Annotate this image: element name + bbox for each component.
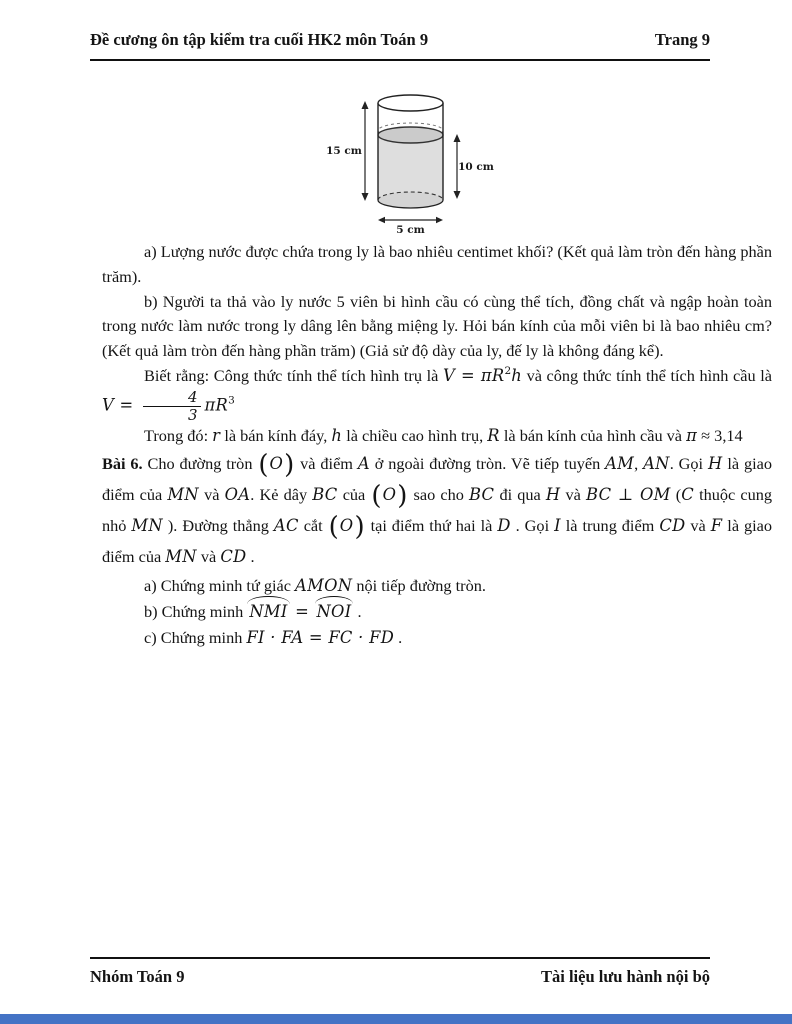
document-body: [102, 240, 772, 652]
paragraph-formulas: Biết rằng: Công thức tính thể tích hình trụ là $V = \pi R^2h$ và công thức tính thể tích hình cầu là V = $\frac{4}{3}$ $\pi R^3$: [102, 364, 772, 424]
header-page-number: Trang 9: [654, 30, 710, 49]
footer-group-name: Nhóm Toán 9: [90, 967, 185, 986]
paragraph-notation: Trong đó: r là bán kính đáy, h là chiều cao hình trụ, R là bán kính của hình cầu và π ≈ 3,14: [144, 426, 743, 446]
water-arrow-tip-bottom: [454, 191, 461, 199]
paragraph-problem-6: Bài 6. Cho đường tròn (O) và điểm A ở ngoài đường tròn. Vẽ tiếp tuyến AM, AN. Gọi H là giao điểm của MN và OA. Kẻ dây BC của (O) sao cho BC đi qua H và BC ⊥ OM (C thuộc cung nhỏ MN ). Đường thẳng AC cắt (O) tại điểm thứ hai là D . Gọi I là trung điểm CD và F là giao điểm của MN và CD .: [102, 449, 773, 566]
height-arrow-tip-bottom: [362, 193, 369, 201]
paragraph-problem-6c: c) Chứng minh FI · FA = FC · FD .: [144, 628, 403, 648]
paragraph-problem-6a: a) Chứng minh tứ giác AMON nội tiếp đường tròn.: [144, 575, 486, 595]
cylinder-top: [378, 95, 443, 111]
waterline: [378, 127, 443, 143]
water-arrow-tip-top: [454, 134, 461, 142]
paragraph-question-b: b) Người ta thả vào ly nước 5 viên bi hình cầu có cùng thể tích, đồng chất và ngập hoàn toàn trong nước làm nước trong ly dâng lên bằng miệng ly. Hỏi bán kính của mỗi viên bi là bao nhiêu cm? (Kết quả làm tròn đến hàng phần trăm) (Giả sử độ dày của ly, đế ly là không đáng kể).: [102, 291, 772, 361]
page-footer: [90, 957, 710, 987]
height-arrow-tip-top: [362, 101, 369, 109]
figure-label-height: 15 cm: [326, 145, 362, 157]
bottom-accent-bar: [0, 1014, 792, 1024]
page-header: [90, 30, 710, 61]
footer-notice: Tài liệu lưu hành nội bộ: [540, 967, 710, 986]
paragraph-question-a: a) Lượng nước được chứa trong ly là bao nhiêu centimet khối? (Kết quả làm tròn đến hàng phần trăm).: [102, 242, 772, 286]
water-body: [378, 135, 443, 200]
header-title: Đề cương ôn tập kiểm tra cuối HK2 môn Toán 9: [90, 30, 429, 49]
paragraph-problem-6b: b) Chứng minh NMI = NOI .: [144, 602, 362, 622]
figure-label-diameter: 5 cm: [396, 224, 425, 236]
cylinder-figure: [318, 82, 518, 242]
figure-label-water: 10 cm: [458, 161, 494, 173]
diameter-arrow-tip-left: [378, 217, 385, 223]
diameter-arrow-tip-right: [436, 217, 443, 223]
